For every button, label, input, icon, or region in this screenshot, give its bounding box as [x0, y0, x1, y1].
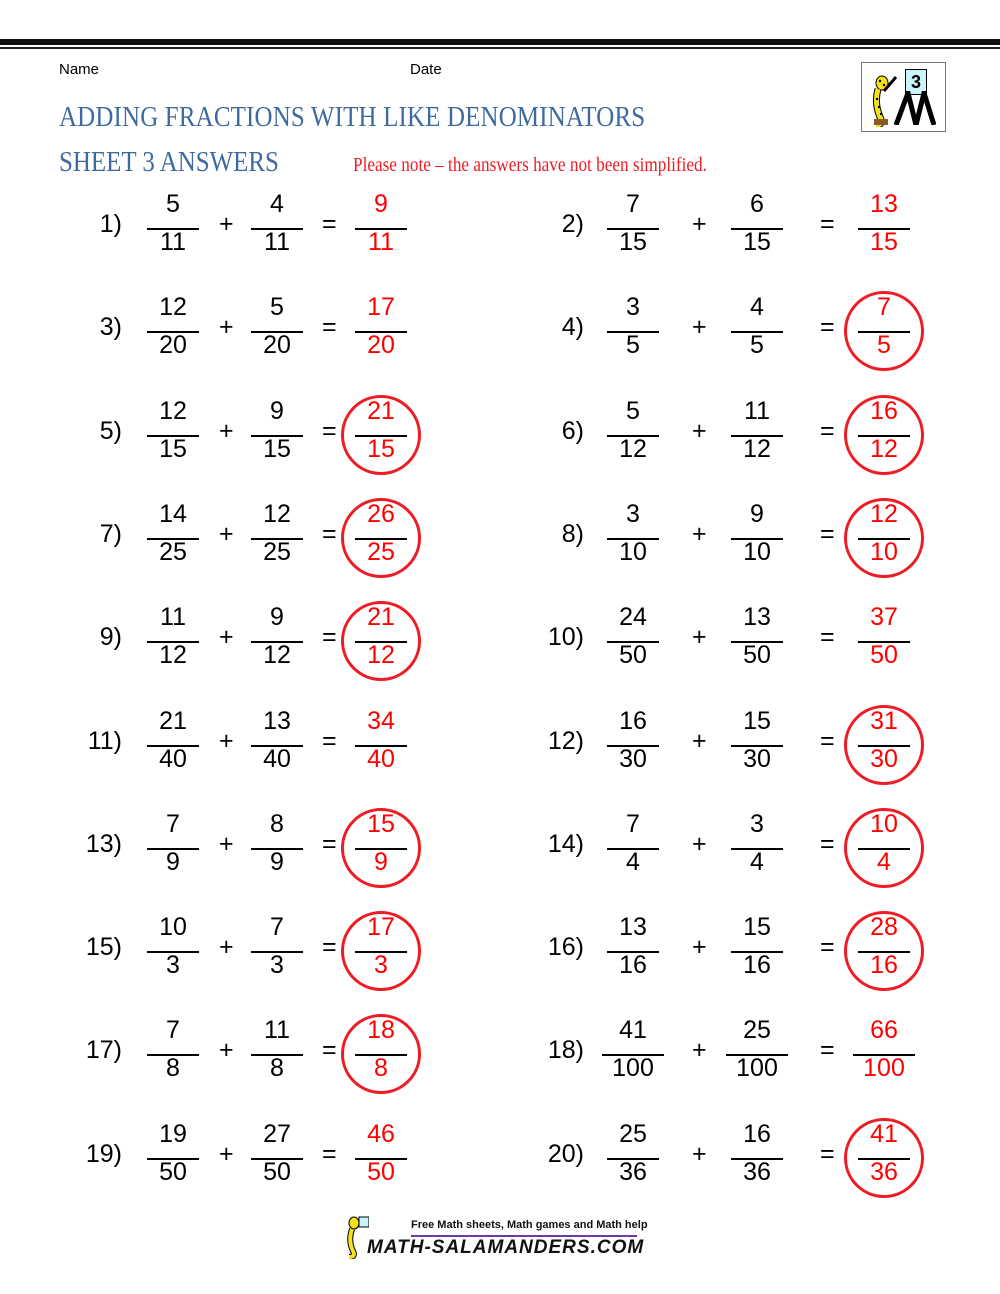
answer-denominator: 20 — [367, 331, 395, 359]
addend-1-denominator: 15 — [159, 435, 187, 463]
answer-denominator: 12 — [367, 641, 395, 669]
problem-number: 7) — [99, 520, 122, 548]
plus-sign: + — [219, 210, 234, 238]
answer-numerator: 13 — [870, 190, 898, 218]
addend-1-denominator: 5 — [626, 331, 640, 359]
plus-sign: + — [692, 417, 707, 445]
salamander-footer-icon — [345, 1215, 369, 1259]
answer-denominator: 15 — [367, 435, 395, 463]
answer-denominator: 3 — [374, 951, 388, 979]
addend-2-numerator: 4 — [750, 293, 764, 321]
addend-2-numerator: 16 — [743, 1120, 771, 1148]
plus-sign: + — [692, 1036, 707, 1064]
addend-1-numerator: 12 — [159, 293, 187, 321]
problem-number: 2) — [561, 210, 584, 238]
name-label: Name — [59, 61, 100, 78]
problem-number: 8) — [561, 520, 584, 548]
answer-numerator: 46 — [367, 1120, 395, 1148]
problem-number: 9) — [99, 623, 122, 651]
addend-2-denominator: 5 — [750, 331, 764, 359]
worksheet-subtitle: SHEET 3 ANSWERS — [59, 146, 279, 178]
problem-number: 14) — [547, 830, 584, 858]
plus-sign: + — [692, 623, 707, 651]
answer-denominator: 100 — [863, 1054, 905, 1082]
plus-sign: + — [692, 830, 707, 858]
equals-sign: = — [820, 623, 835, 651]
equals-sign: = — [322, 933, 337, 961]
addend-1-denominator: 30 — [619, 745, 647, 773]
addend-2-denominator: 16 — [743, 951, 771, 979]
answer-numerator: 18 — [367, 1016, 395, 1044]
addend-2-numerator: 5 — [270, 293, 284, 321]
addend-1-denominator: 50 — [159, 1158, 187, 1186]
addend-1-numerator: 3 — [626, 500, 640, 528]
answer-denominator: 30 — [870, 745, 898, 773]
answer-numerator: 9 — [374, 190, 388, 218]
addend-2-denominator: 8 — [270, 1054, 284, 1082]
addend-2-numerator: 11 — [264, 1016, 290, 1044]
addend-1-denominator: 100 — [612, 1054, 654, 1082]
plus-sign: + — [692, 727, 707, 755]
answer-numerator: 12 — [870, 500, 898, 528]
addend-2-denominator: 50 — [743, 641, 771, 669]
plus-sign: + — [219, 830, 234, 858]
answer-denominator: 4 — [877, 848, 891, 876]
addend-1-numerator: 19 — [159, 1120, 187, 1148]
addend-1-numerator: 12 — [159, 397, 187, 425]
addend-2-numerator: 3 — [750, 810, 764, 838]
problem-6 — [0, 397, 1000, 477]
plus-sign: + — [219, 933, 234, 961]
equals-sign: = — [322, 1036, 337, 1064]
answer-denominator: 25 — [367, 538, 395, 566]
answer-numerator: 66 — [870, 1016, 898, 1044]
plus-sign: + — [692, 520, 707, 548]
answer-numerator: 21 — [367, 397, 395, 425]
addend-2-denominator: 11 — [264, 228, 290, 256]
answer-numerator: 15 — [367, 810, 395, 838]
footer-site-link[interactable]: MATH-SALAMANDERS.COM — [367, 1237, 645, 1258]
plus-sign: + — [692, 1140, 707, 1168]
answer-numerator: 21 — [367, 603, 395, 631]
worksheet-title: ADDING FRACTIONS WITH LIKE DENOMINATORS — [59, 101, 646, 133]
addend-2-numerator: 9 — [270, 397, 284, 425]
equals-sign: = — [820, 933, 835, 961]
problem-14 — [0, 810, 1000, 890]
addend-1-denominator: 15 — [619, 228, 647, 256]
equals-sign: = — [322, 313, 337, 341]
addend-1-numerator: 7 — [166, 1016, 180, 1044]
addend-2-denominator: 50 — [263, 1158, 291, 1186]
answer-numerator: 16 — [870, 397, 898, 425]
addend-2-numerator: 25 — [743, 1016, 771, 1044]
equals-sign: = — [820, 830, 835, 858]
equals-sign: = — [820, 210, 835, 238]
equals-sign: = — [820, 417, 835, 445]
answer-numerator: 7 — [877, 293, 891, 321]
unsimplified-circle — [844, 498, 924, 578]
equals-sign: = — [322, 417, 337, 445]
addend-2-numerator: 15 — [743, 707, 771, 735]
answer-numerator: 31 — [870, 707, 898, 735]
addend-2-numerator: 9 — [750, 500, 764, 528]
addend-1-denominator: 3 — [166, 951, 180, 979]
addend-1-numerator: 3 — [626, 293, 640, 321]
problem-2 — [0, 190, 1000, 270]
equals-sign: = — [820, 727, 835, 755]
addend-2-numerator: 4 — [270, 190, 284, 218]
addend-1-numerator: 25 — [619, 1120, 647, 1148]
equals-sign: = — [322, 727, 337, 755]
problem-number: 4) — [561, 313, 584, 341]
addend-2-numerator: 27 — [263, 1120, 291, 1148]
addend-1-denominator: 40 — [159, 745, 187, 773]
addend-2-numerator: 6 — [750, 190, 764, 218]
answer-denominator: 10 — [870, 538, 898, 566]
addend-2-denominator: 15 — [263, 435, 291, 463]
equals-sign: = — [820, 313, 835, 341]
problem-number: 20) — [547, 1140, 584, 1168]
addend-2-denominator: 4 — [750, 848, 764, 876]
addend-2-denominator: 12 — [743, 435, 771, 463]
addend-2-denominator: 20 — [263, 331, 291, 359]
addend-1-numerator: 5 — [626, 397, 640, 425]
addend-2-numerator: 12 — [263, 500, 291, 528]
plus-sign: + — [692, 210, 707, 238]
addend-2-numerator: 7 — [270, 913, 284, 941]
equals-sign: = — [820, 1140, 835, 1168]
easel-icon — [892, 91, 936, 125]
addend-1-numerator: 24 — [619, 603, 647, 631]
problem-12 — [0, 707, 1000, 787]
addend-1-numerator: 14 — [159, 500, 187, 528]
equals-sign: = — [322, 210, 337, 238]
addend-1-numerator: 13 — [619, 913, 647, 941]
answer-denominator: 5 — [877, 331, 891, 359]
addend-2-numerator: 11 — [744, 397, 770, 425]
unsimplified-circle — [844, 808, 924, 888]
addend-2-denominator: 36 — [743, 1158, 771, 1186]
problem-number: 5) — [99, 417, 122, 445]
plus-sign: + — [219, 520, 234, 548]
addend-2-numerator: 8 — [270, 810, 284, 838]
addend-1-denominator: 4 — [626, 848, 640, 876]
plus-sign: + — [692, 313, 707, 341]
answer-denominator: 16 — [870, 951, 898, 979]
addend-1-denominator: 25 — [159, 538, 187, 566]
answer-numerator: 34 — [367, 707, 395, 735]
addend-1-denominator: 20 — [159, 331, 187, 359]
addend-1-denominator: 9 — [166, 848, 180, 876]
answer-denominator: 8 — [374, 1054, 388, 1082]
equals-sign: = — [322, 830, 337, 858]
problem-number: 3) — [99, 313, 122, 341]
answer-denominator: 50 — [367, 1158, 395, 1186]
problem-number: 10) — [547, 623, 584, 651]
top-rule-thick — [0, 39, 1000, 45]
equals-sign: = — [820, 520, 835, 548]
answer-numerator: 10 — [870, 810, 898, 838]
problem-number: 11) — [87, 727, 122, 755]
addend-1-numerator: 5 — [166, 190, 180, 218]
problem-8 — [0, 500, 1000, 580]
addend-1-denominator: 8 — [166, 1054, 180, 1082]
answer-numerator: 37 — [870, 603, 898, 631]
answer-denominator: 11 — [368, 228, 394, 256]
addend-1-numerator: 21 — [159, 707, 187, 735]
answer-numerator: 17 — [367, 913, 395, 941]
unsimplified-circle — [844, 1118, 924, 1198]
addend-1-numerator: 11 — [160, 603, 186, 631]
problem-number: 17) — [85, 1036, 122, 1064]
addend-2-denominator: 15 — [743, 228, 771, 256]
answer-denominator: 40 — [367, 745, 395, 773]
addend-2-denominator: 100 — [736, 1054, 778, 1082]
addend-2-numerator: 13 — [263, 707, 291, 735]
answer-denominator: 12 — [870, 435, 898, 463]
addend-2-denominator: 12 — [263, 641, 291, 669]
addend-1-denominator: 12 — [619, 435, 647, 463]
addend-1-numerator: 10 — [159, 913, 187, 941]
addend-1-denominator: 10 — [619, 538, 647, 566]
problem-number: 18) — [547, 1036, 584, 1064]
unsimplified-circle — [844, 705, 924, 785]
unsimplified-circle — [844, 911, 924, 991]
answer-denominator: 15 — [870, 228, 898, 256]
problem-number: 16) — [547, 933, 584, 961]
footer-tagline: Free Math sheets, Math games and Math help — [411, 1219, 648, 1231]
addend-1-numerator: 16 — [619, 707, 647, 735]
unsimplified-circle — [844, 291, 924, 371]
answer-numerator: 41 — [870, 1120, 898, 1148]
grade-logo — [861, 62, 946, 132]
plus-sign: + — [219, 313, 234, 341]
addend-2-denominator: 40 — [263, 745, 291, 773]
addend-1-numerator: 41 — [619, 1016, 647, 1044]
grade-number: 3 — [905, 69, 927, 95]
problem-number: 1) — [99, 210, 122, 238]
top-rule-thin — [0, 47, 1000, 49]
answers-note: Please note – the answers have not been simplified. — [353, 154, 707, 176]
answer-denominator: 36 — [870, 1158, 898, 1186]
date-label: Date — [410, 61, 442, 78]
plus-sign: + — [219, 1140, 234, 1168]
plus-sign: + — [219, 623, 234, 651]
addend-2-numerator: 9 — [270, 603, 284, 631]
problem-10 — [0, 603, 1000, 683]
plus-sign: + — [219, 417, 234, 445]
addend-1-denominator: 16 — [619, 951, 647, 979]
footer-branding — [345, 1215, 648, 1265]
plus-sign: + — [219, 727, 234, 755]
addend-2-numerator: 15 — [743, 913, 771, 941]
problem-number: 13) — [85, 830, 122, 858]
problem-18 — [0, 1016, 1000, 1096]
equals-sign: = — [322, 520, 337, 548]
answer-denominator: 9 — [374, 848, 388, 876]
addend-2-numerator: 13 — [743, 603, 771, 631]
addend-1-denominator: 50 — [619, 641, 647, 669]
addend-2-denominator: 25 — [263, 538, 291, 566]
plus-sign: + — [692, 933, 707, 961]
problem-number: 19) — [85, 1140, 122, 1168]
problem-16 — [0, 913, 1000, 993]
addend-2-denominator: 3 — [270, 951, 284, 979]
addend-1-numerator: 7 — [626, 810, 640, 838]
unsimplified-circle — [844, 395, 924, 475]
problem-number: 12) — [547, 727, 584, 755]
equals-sign: = — [322, 1140, 337, 1168]
problem-20 — [0, 1120, 1000, 1200]
addend-1-numerator: 7 — [166, 810, 180, 838]
answer-numerator: 28 — [870, 913, 898, 941]
answer-numerator: 17 — [367, 293, 395, 321]
problem-number: 15) — [85, 933, 122, 961]
addend-2-denominator: 30 — [743, 745, 771, 773]
addend-2-denominator: 9 — [270, 848, 284, 876]
answer-denominator: 50 — [870, 641, 898, 669]
problem-number: 6) — [561, 417, 584, 445]
addend-1-denominator: 12 — [159, 641, 187, 669]
equals-sign: = — [322, 623, 337, 651]
equals-sign: = — [820, 1036, 835, 1064]
addend-1-numerator: 7 — [626, 190, 640, 218]
problem-4 — [0, 293, 1000, 373]
addend-1-denominator: 36 — [619, 1158, 647, 1186]
addend-1-denominator: 11 — [160, 228, 186, 256]
addend-2-denominator: 10 — [743, 538, 771, 566]
plus-sign: + — [219, 1036, 234, 1064]
answer-numerator: 26 — [367, 500, 395, 528]
